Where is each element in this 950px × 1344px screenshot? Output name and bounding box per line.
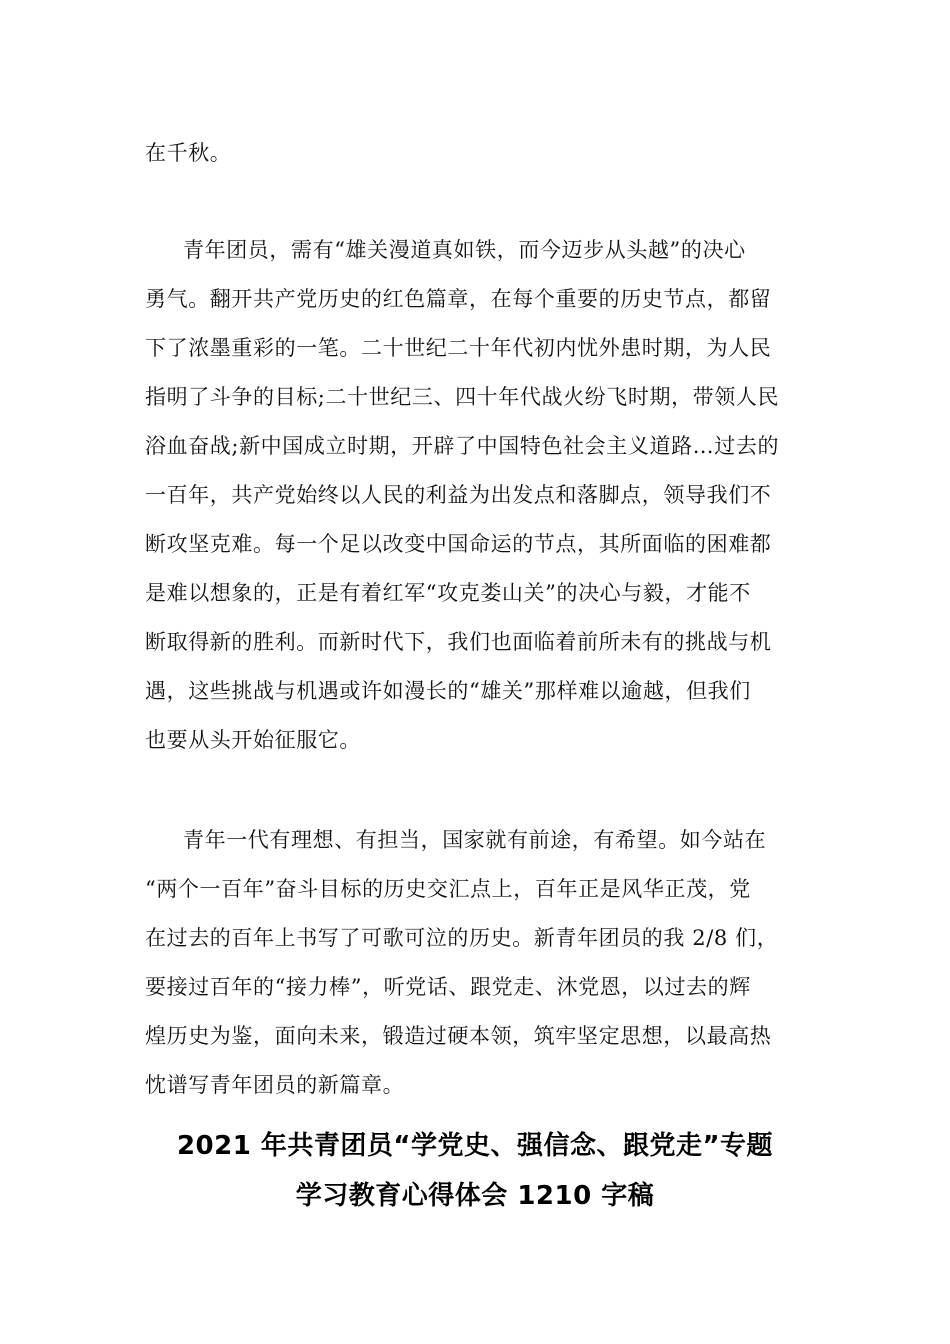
title-line: 学习教育心得体会 1210 字稿 (295, 1181, 655, 1211)
paragraph-line: “两个一百年”奋斗目标的历史交汇点上，百年正是风华正茂，党 (145, 877, 751, 901)
paragraph-line: 下了浓墨重彩的一笔。二十世纪二十年代初内忧外患时期，为人民 (145, 336, 772, 360)
paragraph-line: 青年一代有理想、有担当，国家就有前途，有希望。如今站在 (183, 828, 767, 852)
continuation-line: 在千秋。 (145, 141, 232, 165)
paragraph-line: 一百年，共产党始终以人民的利益为出发点和落脚点，领导我们不 (145, 483, 772, 507)
paragraph-line: 是难以想象的，正是有着红军“攻克娄山关”的决心与毅，才能不 (145, 581, 751, 605)
paragraph-line: 指明了斗争的目标;二十世纪三、四十年代战火纷飞时期，带领人民 (145, 385, 780, 409)
paragraph-line: 青年团员，需有“雄关漫道真如铁，而今迈步从头越”的决心 (183, 238, 746, 262)
paragraph-line: 断攻坚克难。每一个足以改变中国命运的节点，其所面临的困难都 (145, 532, 772, 556)
paragraph-line: 煌历史为鉴，面向未来，锻造过硬本领，筑牢坚定思想，以最高热 (145, 1024, 772, 1048)
paragraph-line: 也要从头开始征服它。 (145, 728, 361, 752)
paragraph-line: 浴血奋战;新中国成立时期，开辟了中国特色社会主义道路…过去的 (145, 434, 780, 458)
title-line: 2021 年共青团员“学党史、强信念、跟党走”专题 (176, 1131, 774, 1161)
paragraph-line: 在过去的百年上书写了可歌可泣的历史。新青年团员的我 2/8 们， (145, 926, 779, 950)
paragraph-line: 要接过百年的“接力棒”，听党话、跟党走、沐党恩，以过去的辉 (145, 975, 751, 999)
paragraph-line: 断取得新的胜利。而新时代下，我们也面临着前所未有的挑战与机 (145, 630, 772, 654)
paragraph-line: 忱谱写青年团员的新篇章。 (145, 1073, 405, 1097)
paragraph-line: 勇气。翻开共产党历史的红色篇章，在每个重要的历史节点，都留 (145, 287, 772, 311)
paragraph-line: 遇，这些挑战与机遇或许如漫长的“雄关”那样难以逾越，但我们 (145, 679, 751, 703)
